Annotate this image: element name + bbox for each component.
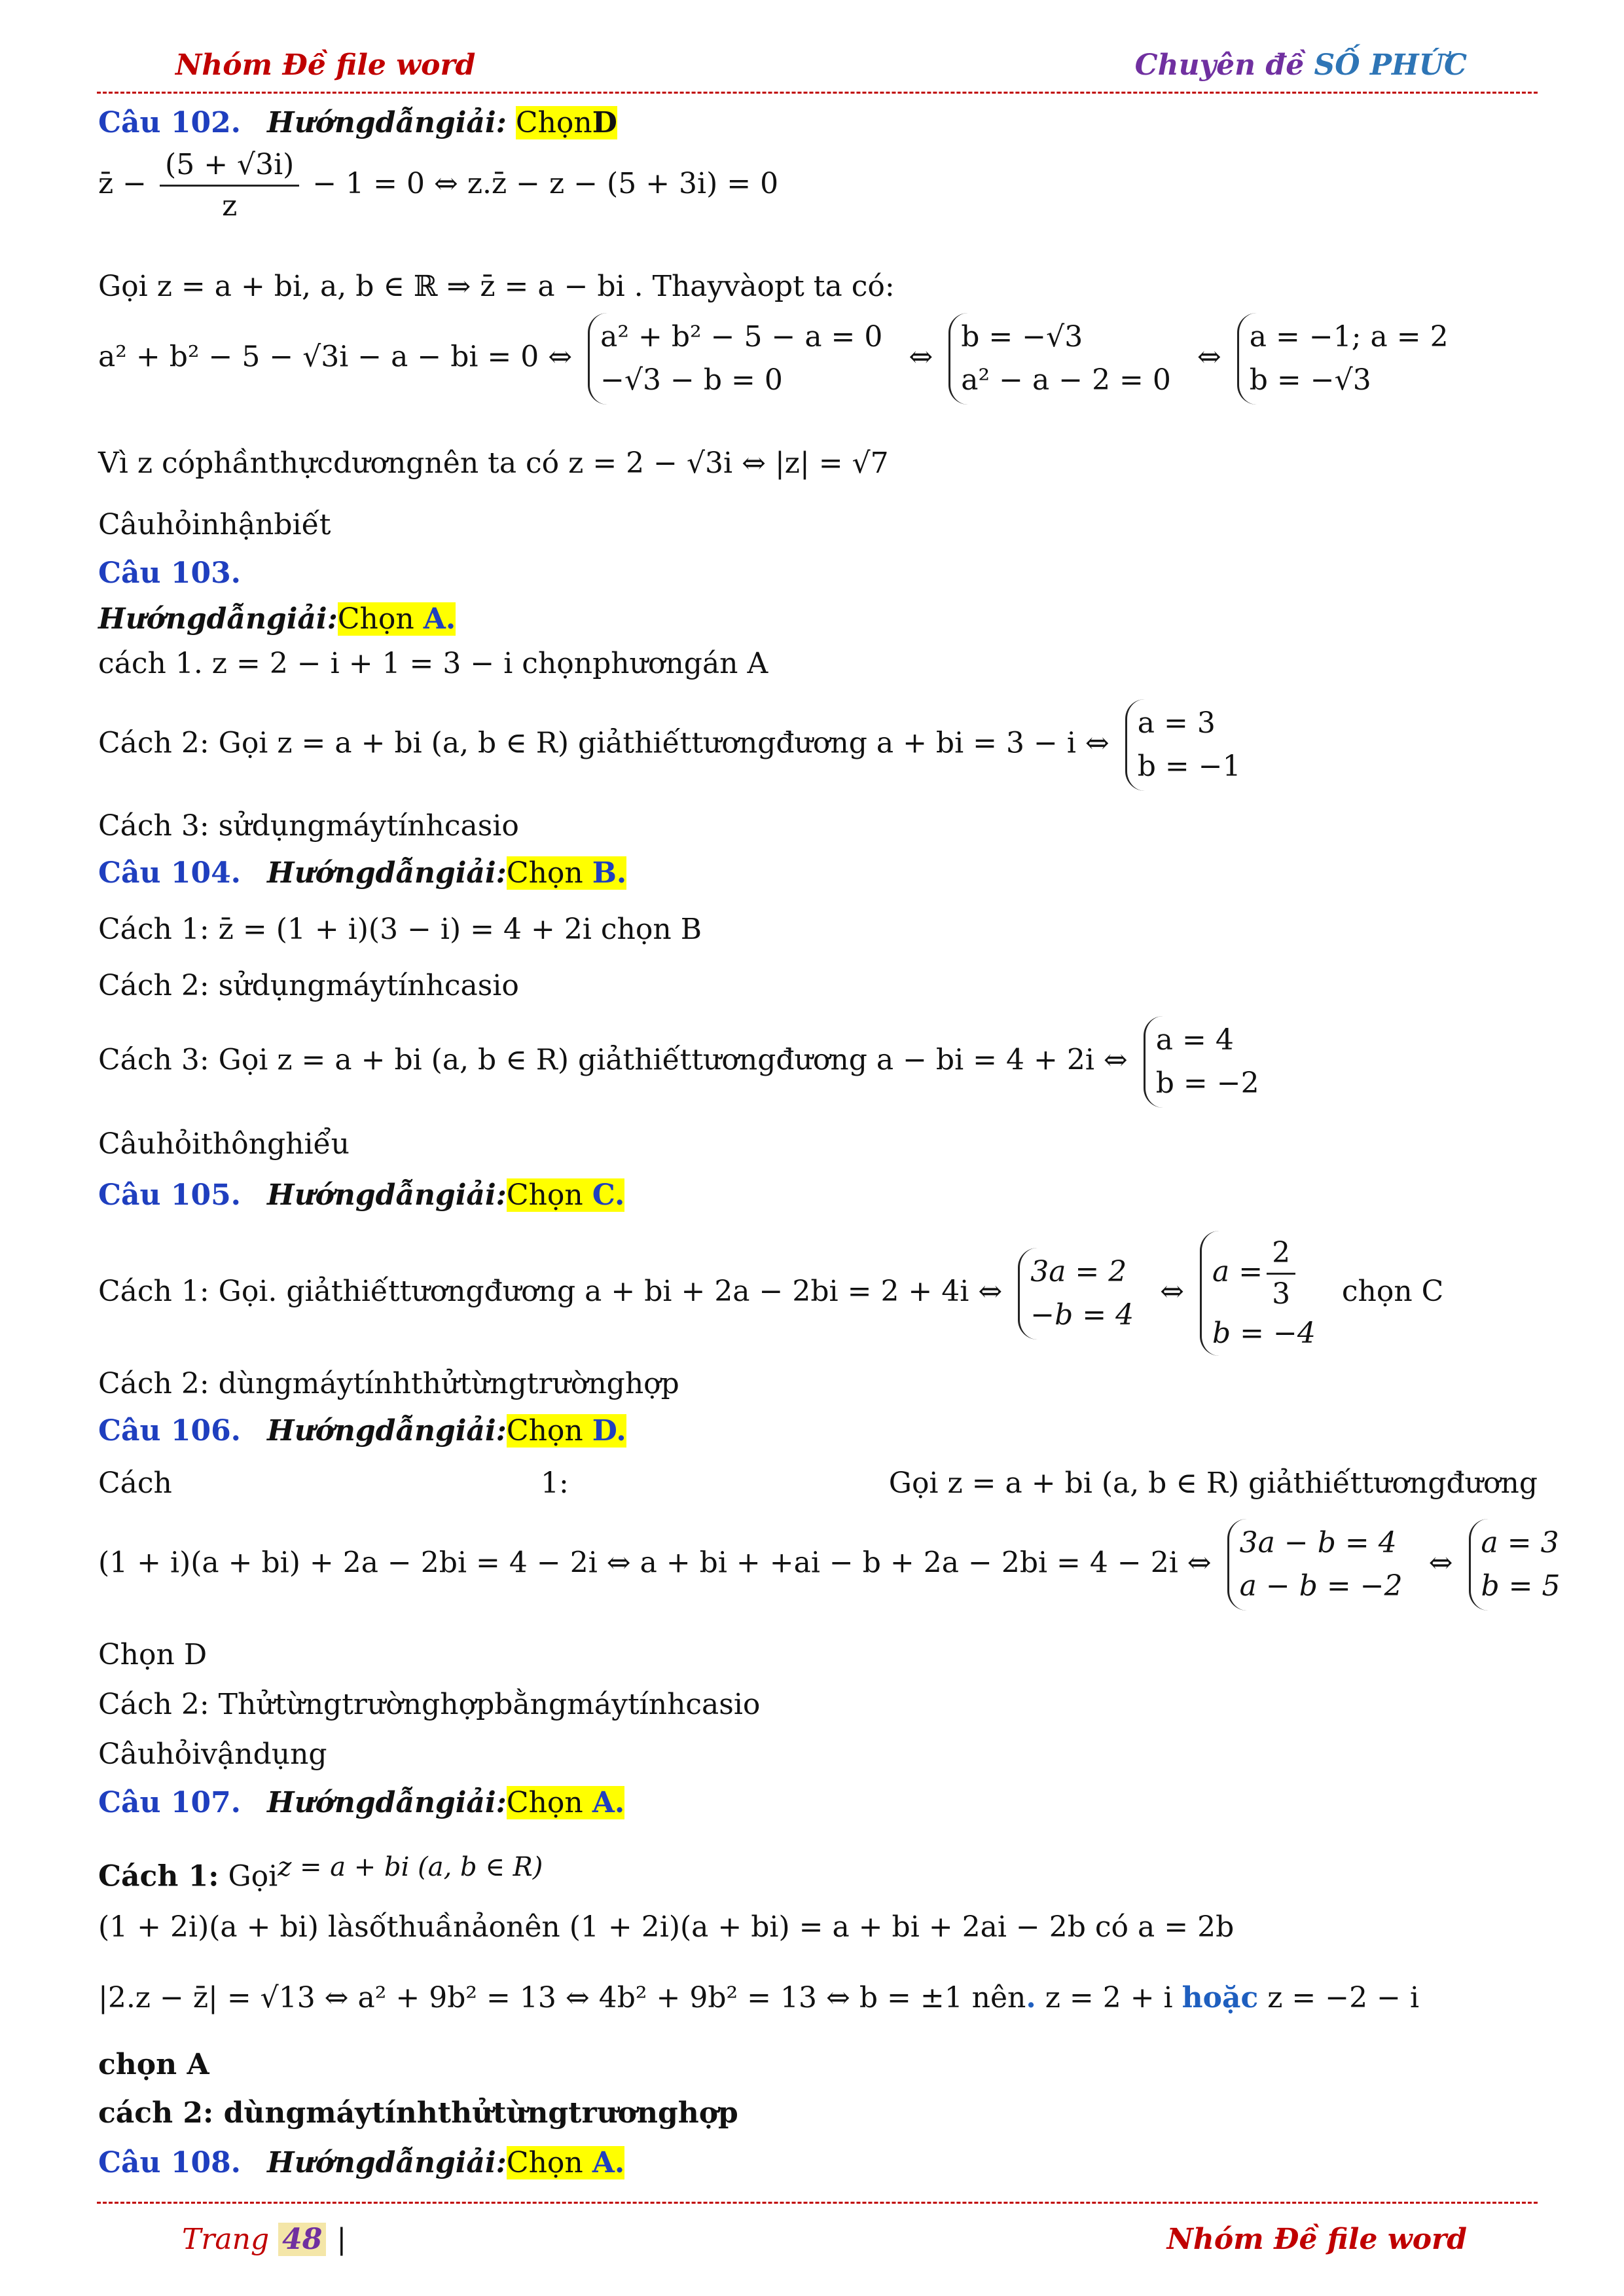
q104-method3: [98, 1016, 1276, 1108]
q106-method1-b: 1:: [541, 1467, 569, 1500]
q107-label: Câu 107.: [98, 1786, 242, 1819]
q108-guide: Hướngdẫngiải:: [267, 2146, 507, 2179]
q105-heading: [98, 1177, 624, 1214]
q104-method2: Cách 2: sửdụngmáytínhcasio: [98, 969, 519, 1002]
q102-equation: [98, 145, 778, 226]
q107-choose-a: chọn A: [98, 2048, 209, 2081]
footer-group-name: Nhóm Đề file word: [1166, 2223, 1467, 2256]
q106-system-1: 3a − b = 4 a − b = −2: [1227, 1519, 1413, 1611]
q107-line3-or: hoặc: [1182, 1981, 1259, 2014]
level-recognition: Câuhỏinhậnbiết: [98, 508, 331, 541]
q107-answer: A.: [592, 1786, 625, 1819]
q106-label: Câu 106.: [98, 1414, 242, 1448]
header-group-name: Nhóm Đề file word: [175, 48, 476, 82]
q107-line3-b: z = 2 + i: [1036, 1981, 1182, 2014]
q105-method2: Cách 2: dùngmáytínhthửtừngtrườnghợp: [98, 1367, 679, 1400]
q108-choose: Chọn A.: [506, 2146, 625, 2179]
iff-symbol: ⇔: [1197, 340, 1221, 374]
level-application: Câuhỏivậndụng: [98, 1738, 327, 1771]
q104-method1: Cách 1: z̄ = (1 + i)(3 − i) = 4 + 2i chọn B: [98, 913, 702, 946]
q107-line3-dot: .: [1026, 1981, 1036, 2014]
q103-method3: Cách 3: sửdụngmáytínhcasio: [98, 809, 519, 843]
q104-guide: Hướngdẫngiải:: [267, 856, 507, 890]
q106-equation-text: (1 + i)(a + bi) + 2a − 2bi = 4 − 2i ⇔ a + bi + +ai − b + 2a − 2bi = 4 − 2i ⇔: [98, 1546, 1212, 1580]
q102-line2: Gọi z = a + bi, a, b ∈ ℝ ⇒ z̄ = a − bi . Thayvàopt ta có:: [98, 270, 895, 303]
q105-choose: Chọn C.: [506, 1178, 625, 1212]
q104-system: a = 4 b = −2: [1144, 1016, 1270, 1108]
header-topic-prefix: Chuyên đề: [1134, 48, 1314, 82]
q105-system-1: 3a = 2 −b = 4: [1018, 1248, 1144, 1339]
q102-system-lhs: a² + b² − 5 − √3i − a − bi = 0 ⇔: [98, 340, 573, 374]
q107-line2: (1 + 2i)(a + bi) làsốthuầnảonên (1 + 2i)(a + bi) = a + bi + 2ai − 2b có a = 2b: [98, 1910, 1235, 1944]
q106-answer: D.: [592, 1414, 626, 1448]
q103-guide: Hướngdẫngiải:: [98, 602, 338, 636]
header-topic-accent: SỐ PHỨC: [1314, 48, 1467, 82]
q105-label: Câu 105.: [98, 1178, 242, 1212]
q103-label-line: [98, 555, 241, 592]
q102-system-3: a = −1; a = 2 b = −√3: [1237, 313, 1459, 405]
q106-choose-d: Chọn D: [98, 1638, 208, 1671]
q106-heading: [98, 1413, 626, 1449]
footer-page: [182, 2223, 346, 2256]
q104-heading: [98, 855, 626, 892]
q108-label: Câu 108.: [98, 2146, 242, 2179]
q106-system-2: a = 3 b = 5: [1469, 1519, 1571, 1611]
q107-method1-sup: z = a + bi (a, b ∈ R): [278, 1852, 543, 1882]
q102-system-line: [98, 313, 1466, 405]
q107-guide: Hướngdẫngiải:: [267, 1786, 507, 1819]
q104-answer: B.: [592, 856, 627, 890]
q105-guide: Hướngdẫngiải:: [267, 1178, 507, 1212]
level-comprehension: Câuhỏithônghiểu: [98, 1127, 350, 1161]
q103-method2-text: Cách 2: Gọi z = a + bi (a, b ∈ R) giảthiếttươngđương a + bi = 3 − i ⇔: [98, 726, 1110, 760]
header-topic: [1135, 48, 1467, 82]
q103-label: Câu 103.: [98, 556, 242, 590]
q107-line3-a: |2.z − z̄| = √13 ⇔ a² + 9b² = 13 ⇔ 4b² + 9b² = 13 ⇔ b = ±1 nên: [98, 1981, 1026, 2014]
q102-eq-right: − 1 = 0 ⇔ z.z̄ − z − (5 + 3i) = 0: [312, 167, 779, 200]
q102-system-1: a² + b² − 5 − a = 0 −√3 − b = 0: [588, 313, 893, 405]
q107-method1: [98, 1841, 543, 1903]
q103-guide-line: [98, 601, 456, 638]
q103-answer: A.: [423, 602, 456, 636]
q105-tail: chọn C: [1341, 1275, 1444, 1308]
q102-label: Câu 102.: [98, 106, 242, 139]
q103-method2: [98, 699, 1258, 791]
iff-symbol: ⇔: [1160, 1275, 1184, 1308]
q107-line3: [98, 1980, 1419, 2016]
q106-choose: Chọn D.: [506, 1414, 626, 1448]
q102-system-2: b = −√3 a² − a − 2 = 0: [948, 313, 1182, 405]
q108-answer: A.: [592, 2146, 625, 2179]
q102-guide: Hướngdẫngiải:: [267, 106, 507, 139]
q105-method1-text: Cách 1: Gọi. giảthiếttươngđương a + bi + 2a − 2bi = 2 + 4i ⇔: [98, 1275, 1003, 1308]
footer-page-prefix: Trang: [182, 2223, 279, 2256]
q107-heading: [98, 1785, 624, 1821]
q104-method3-text: Cách 3: Gọi z = a + bi (a, b ∈ R) giảthiếttươngđương a − bi = 4 + 2i ⇔: [98, 1043, 1128, 1077]
q107-choose: Chọn A.: [506, 1786, 625, 1819]
q105-answer: C.: [592, 1178, 625, 1212]
footer-page-number: 48: [278, 2223, 326, 2256]
q103-choose: Chọn A.: [337, 602, 456, 636]
q103-method1: cách 1. z = 2 − i + 1 = 3 − i chọnphươngán A: [98, 647, 768, 680]
q102-conclusion: Vì z cóphầnthựcdươngnên ta có z = 2 − √3i ⇔ |z| = √7: [98, 446, 889, 480]
q104-choose: Chọn B.: [506, 856, 627, 890]
header-divider: [97, 92, 1538, 94]
q106-method2: Cách 2: Thửtừngtrườnghợpbằngmáytínhcasio: [98, 1688, 761, 1721]
q102-eq-fraction: $\frac{(5 + √3i)}{z}$: [160, 145, 299, 226]
q103-system: a = 3 b = −1: [1125, 699, 1252, 791]
iff-symbol: ⇔: [1428, 1546, 1453, 1580]
iff-symbol: ⇔: [909, 340, 933, 374]
q102-eq-left: z̄ −: [98, 167, 147, 200]
q102-answer: D: [592, 106, 617, 139]
q106-method1-c: Gọi z = a + bi (a, b ∈ R) giảthiếttươngđương: [888, 1467, 1538, 1500]
footer-divider: [97, 2202, 1538, 2204]
q104-label: Câu 104.: [98, 856, 242, 890]
q105-system-2: a = $\frac{2}{3}$ b = −4: [1200, 1231, 1326, 1356]
q106-guide: Hướngdẫngiải:: [267, 1414, 507, 1448]
q106-equation: [98, 1519, 1578, 1611]
q102-heading: [98, 105, 617, 141]
q107-method1-label: Cách 1:: [98, 1859, 219, 1893]
q107-line3-c: z = −2 − i: [1258, 1981, 1420, 2014]
q107-method2: cách 2: dùngmáytínhthửtừngtrươnghợp: [98, 2096, 738, 2130]
q107-method1-text: Gọi: [219, 1859, 278, 1893]
q108-heading: [98, 2145, 624, 2181]
q102-choose: ChọnD: [515, 106, 617, 139]
q105-method1: [98, 1231, 1443, 1356]
q106-method1-a: Cách: [98, 1467, 172, 1500]
footer-separator: |: [336, 2223, 347, 2256]
